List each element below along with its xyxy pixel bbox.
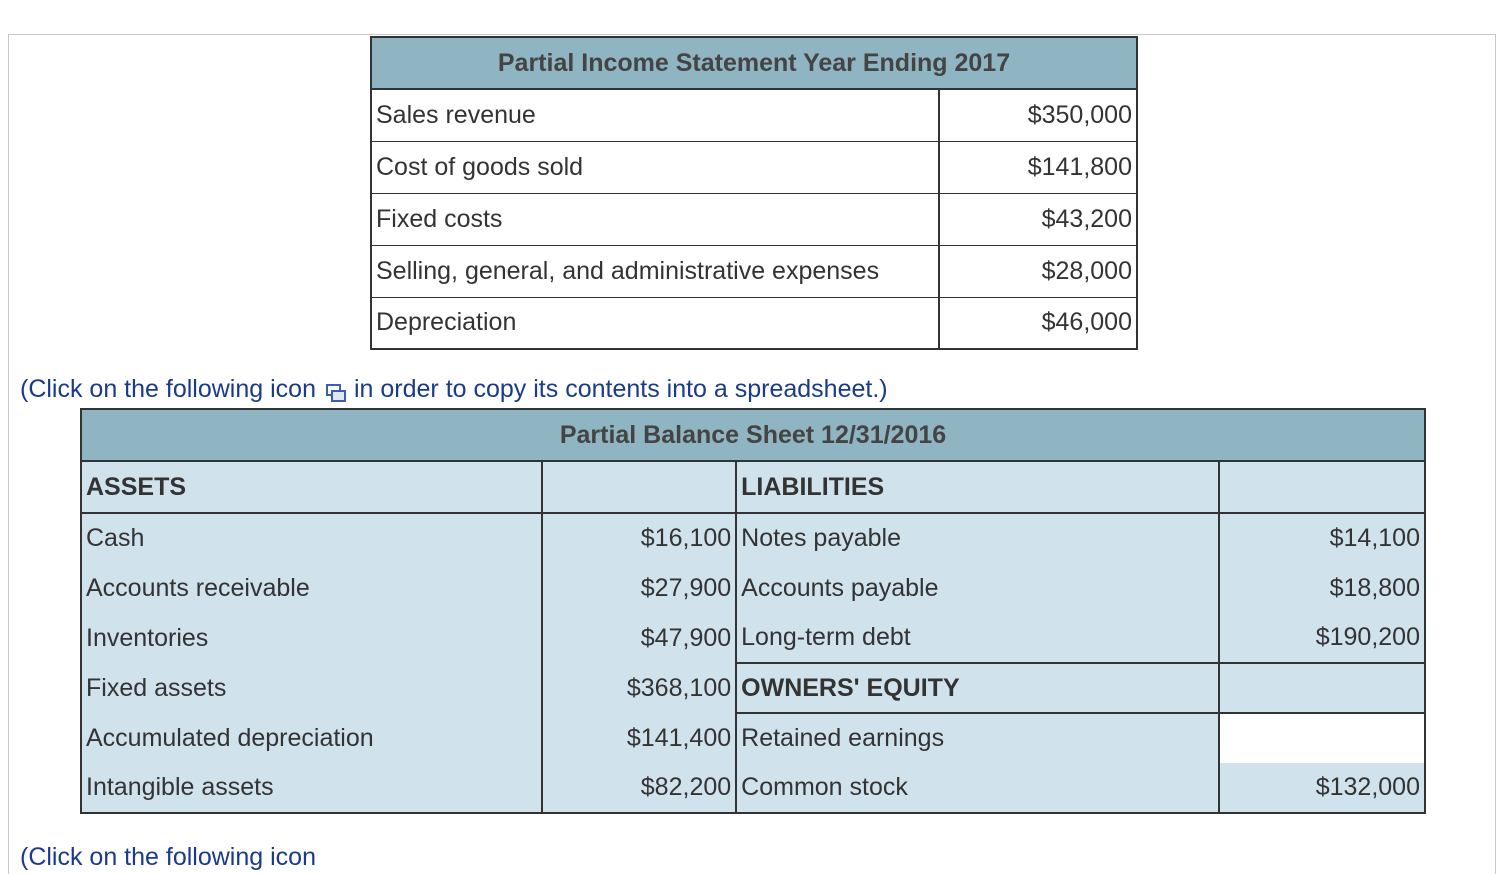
table-row — [81, 563, 1425, 613]
copy-spreadsheet-icon[interactable] — [326, 384, 342, 398]
owners-equity-header: OWNERS' EQUITY — [736, 663, 1219, 713]
balance-sheet-title: Partial Balance Sheet 12/31/2016 — [81, 409, 1425, 461]
income-label-fixed-costs: Fixed costs — [371, 193, 939, 245]
asset-value-cash: $16,100 — [542, 513, 736, 563]
table-row — [81, 461, 1425, 513]
table-row — [371, 141, 1137, 193]
assets-header: ASSETS — [81, 461, 542, 513]
instruction-after-icon: in order to copy its contents into a spreadsheet.) — [353, 375, 888, 403]
table-row — [371, 245, 1137, 297]
income-statement-table — [370, 36, 1138, 350]
income-value-sales-revenue: $350,000 — [939, 89, 1137, 141]
table-row — [81, 663, 1425, 713]
income-value-cogs: $141,800 — [939, 141, 1137, 193]
liabilities-header-value-cell — [1219, 461, 1425, 513]
asset-label-accounts-receivable: Accounts receivable — [81, 563, 542, 613]
income-label-sales-revenue: Sales revenue — [371, 89, 939, 141]
income-label-sga: Selling, general, and administrative expenses — [371, 245, 939, 297]
asset-value-inventories: $47,900 — [542, 613, 736, 663]
liabilities-header: LIABILITIES — [736, 461, 1219, 513]
copy-instruction-cut-off — [20, 843, 316, 872]
income-value-fixed-costs: $43,200 — [939, 193, 1137, 245]
table-row — [371, 297, 1137, 349]
asset-value-intangible-assets: $82,200 — [542, 763, 736, 813]
income-value-depreciation: $46,000 — [939, 297, 1137, 349]
table-row — [81, 713, 1425, 763]
income-label-cogs: Cost of goods sold — [371, 141, 939, 193]
copy-instruction — [20, 375, 888, 404]
instruction-before-icon: (Click on the following icon — [20, 375, 316, 403]
instruction-before-icon: (Click on the following icon — [20, 843, 316, 871]
asset-value-fixed-assets: $368,100 — [542, 663, 736, 713]
balance-sheet-table — [80, 408, 1426, 814]
equity-value-retained-earnings-input[interactable] — [1219, 713, 1425, 763]
income-statement-title: Partial Income Statement Year Ending 2017 — [371, 37, 1137, 89]
liability-value-notes-payable: $14,100 — [1219, 513, 1425, 563]
asset-value-accounts-receivable: $27,900 — [542, 563, 736, 613]
asset-label-fixed-assets: Fixed assets — [81, 663, 542, 713]
table-row — [371, 89, 1137, 141]
owners-equity-header-value-cell — [1219, 663, 1425, 713]
asset-label-accumulated-depreciation: Accumulated depreciation — [81, 713, 542, 763]
table-row — [81, 763, 1425, 813]
income-label-depreciation: Depreciation — [371, 297, 939, 349]
liability-label-accounts-payable: Accounts payable — [736, 563, 1219, 613]
equity-label-common-stock: Common stock — [736, 763, 1219, 813]
asset-label-inventories: Inventories — [81, 613, 542, 663]
equity-value-common-stock: $132,000 — [1219, 763, 1425, 813]
asset-label-cash: Cash — [81, 513, 542, 563]
asset-label-intangible-assets: Intangible assets — [81, 763, 542, 813]
asset-value-accumulated-depreciation: $141,400 — [542, 713, 736, 763]
assets-header-value-cell — [542, 461, 736, 513]
liability-label-notes-payable: Notes payable — [736, 513, 1219, 563]
table-row — [81, 613, 1425, 663]
equity-label-retained-earnings: Retained earnings — [736, 713, 1219, 763]
liability-label-long-term-debt: Long-term debt — [736, 613, 1219, 663]
table-row — [81, 513, 1425, 563]
income-value-sga: $28,000 — [939, 245, 1137, 297]
liability-value-accounts-payable: $18,800 — [1219, 563, 1425, 613]
liability-value-long-term-debt: $190,200 — [1219, 613, 1425, 663]
table-row — [371, 193, 1137, 245]
